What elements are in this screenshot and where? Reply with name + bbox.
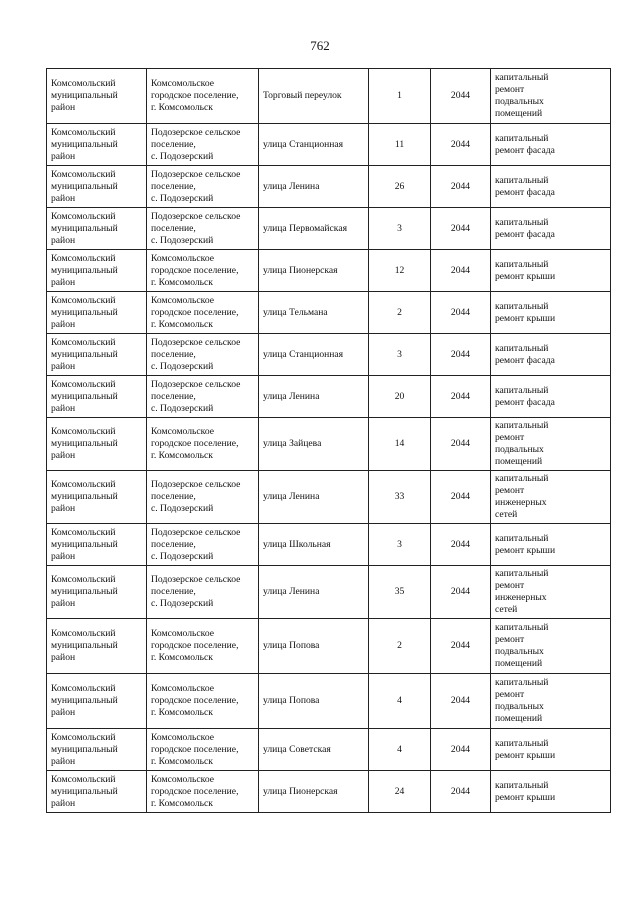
settlement-cell: Комсомольское городское поселение, г. Комсомольск xyxy=(147,674,259,729)
table-row xyxy=(47,124,611,166)
work-type-cell: капитальный ремонт подвальных помещений xyxy=(491,619,611,674)
settlement-cell: Комсомольское городское поселение, г. Комсомольск xyxy=(147,771,259,813)
district-cell: Комсомольский муниципальный район xyxy=(47,250,147,292)
settlement-cell: Подозерское сельское поселение, с. Подозерский xyxy=(147,166,259,208)
work-type-cell: капитальный ремонт фасада xyxy=(491,376,611,418)
house-number-cell: 11 xyxy=(369,124,431,166)
house-number-cell: 3 xyxy=(369,524,431,566)
page-number: 762 xyxy=(310,38,330,53)
street-cell: улица Пионерская xyxy=(259,771,369,813)
work-type-cell: капитальный ремонт фасада xyxy=(491,334,611,376)
work-type-cell: капитальный ремонт крыши xyxy=(491,729,611,771)
year-cell: 2044 xyxy=(431,208,491,250)
table-row xyxy=(47,674,611,729)
table-row xyxy=(47,292,611,334)
work-type-cell: капитальный ремонт фасада xyxy=(491,166,611,208)
work-type-cell: капитальный ремонт подвальных помещений xyxy=(491,674,611,729)
house-number-cell: 14 xyxy=(369,418,431,471)
year-cell: 2044 xyxy=(431,250,491,292)
work-type-cell: капитальный ремонт фасада xyxy=(491,208,611,250)
table-row xyxy=(47,619,611,674)
street-cell: улица Попова xyxy=(259,674,369,729)
house-number-cell: 4 xyxy=(369,674,431,729)
year-cell: 2044 xyxy=(431,292,491,334)
year-cell: 2044 xyxy=(431,334,491,376)
district-cell: Комсомольский муниципальный район xyxy=(47,566,147,619)
street-cell: улица Станционная xyxy=(259,124,369,166)
work-type-cell: капитальный ремонт подвальных помещений xyxy=(491,418,611,471)
street-cell: Торговый переулок xyxy=(259,69,369,124)
house-number-cell: 24 xyxy=(369,771,431,813)
settlement-cell: Подозерское сельское поселение, с. Подозерский xyxy=(147,124,259,166)
year-cell: 2044 xyxy=(431,166,491,208)
house-number-cell: 33 xyxy=(369,471,431,524)
year-cell: 2044 xyxy=(431,619,491,674)
table-row xyxy=(47,729,611,771)
year-cell: 2044 xyxy=(431,566,491,619)
settlement-cell: Подозерское сельское поселение, с. Подозерский xyxy=(147,566,259,619)
district-cell: Комсомольский муниципальный район xyxy=(47,674,147,729)
work-type-cell: капитальный ремонт крыши xyxy=(491,292,611,334)
work-type-cell: капитальный ремонт крыши xyxy=(491,524,611,566)
settlement-cell: Подозерское сельское поселение, с. Подозерский xyxy=(147,376,259,418)
table-row xyxy=(47,208,611,250)
work-type-cell: капитальный ремонт инженерных сетей xyxy=(491,471,611,524)
street-cell: улица Тельмана xyxy=(259,292,369,334)
house-number-cell: 26 xyxy=(369,166,431,208)
year-cell: 2044 xyxy=(431,674,491,729)
settlement-cell: Подозерское сельское поселение, с. Подозерский xyxy=(147,208,259,250)
work-type-cell: капитальный ремонт фасада xyxy=(491,124,611,166)
house-number-cell: 2 xyxy=(369,292,431,334)
district-cell: Комсомольский муниципальный район xyxy=(47,208,147,250)
district-cell: Комсомольский муниципальный район xyxy=(47,334,147,376)
street-cell: улица Первомайская xyxy=(259,208,369,250)
settlement-cell: Комсомольское городское поселение, г. Комсомольск xyxy=(147,729,259,771)
settlement-cell: Комсомольское городское поселение, г. Комсомольск xyxy=(147,418,259,471)
table-row xyxy=(47,566,611,619)
house-number-cell: 2 xyxy=(369,619,431,674)
settlement-cell: Подозерское сельское поселение, с. Подозерский xyxy=(147,524,259,566)
street-cell: улица Пионерская xyxy=(259,250,369,292)
year-cell: 2044 xyxy=(431,124,491,166)
street-cell: улица Попова xyxy=(259,619,369,674)
street-cell: улица Станционная xyxy=(259,334,369,376)
settlement-cell: Комсомольское городское поселение, г. Комсомольск xyxy=(147,250,259,292)
district-cell: Комсомольский муниципальный район xyxy=(47,729,147,771)
year-cell: 2044 xyxy=(431,471,491,524)
street-cell: улица Зайцева xyxy=(259,418,369,471)
house-number-cell: 4 xyxy=(369,729,431,771)
district-cell: Комсомольский муниципальный район xyxy=(47,418,147,471)
house-number-cell: 12 xyxy=(369,250,431,292)
street-cell: улица Ленина xyxy=(259,471,369,524)
district-cell: Комсомольский муниципальный район xyxy=(47,619,147,674)
table-row xyxy=(47,771,611,813)
table-row xyxy=(47,524,611,566)
work-type-cell: капитальный ремонт крыши xyxy=(491,250,611,292)
year-cell: 2044 xyxy=(431,376,491,418)
year-cell: 2044 xyxy=(431,771,491,813)
settlement-cell: Подозерское сельское поселение, с. Подозерский xyxy=(147,334,259,376)
table-row xyxy=(47,471,611,524)
work-type-cell: капитальный ремонт крыши xyxy=(491,771,611,813)
district-cell: Комсомольский муниципальный район xyxy=(47,69,147,124)
settlement-cell: Комсомольское городское поселение, г. Комсомольск xyxy=(147,292,259,334)
table-row xyxy=(47,69,611,124)
house-number-cell: 3 xyxy=(369,208,431,250)
district-cell: Комсомольский муниципальный район xyxy=(47,124,147,166)
district-cell: Комсомольский муниципальный район xyxy=(47,376,147,418)
table-row xyxy=(47,418,611,471)
year-cell: 2044 xyxy=(431,69,491,124)
house-number-cell: 1 xyxy=(369,69,431,124)
district-cell: Комсомольский муниципальный район xyxy=(47,166,147,208)
settlement-cell: Комсомольское городское поселение, г. Комсомольск xyxy=(147,69,259,124)
house-number-cell: 3 xyxy=(369,334,431,376)
district-cell: Комсомольский муниципальный район xyxy=(47,292,147,334)
year-cell: 2044 xyxy=(431,418,491,471)
settlement-cell: Комсомольское городское поселение, г. Комсомольск xyxy=(147,619,259,674)
table-row xyxy=(47,250,611,292)
year-cell: 2044 xyxy=(431,524,491,566)
work-type-cell: капитальный ремонт подвальных помещений xyxy=(491,69,611,124)
district-cell: Комсомольский муниципальный район xyxy=(47,524,147,566)
street-cell: улица Ленина xyxy=(259,166,369,208)
house-number-cell: 35 xyxy=(369,566,431,619)
street-cell: улица Ленина xyxy=(259,566,369,619)
house-number-cell: 20 xyxy=(369,376,431,418)
year-cell: 2044 xyxy=(431,729,491,771)
street-cell: улица Советская xyxy=(259,729,369,771)
table-row xyxy=(47,334,611,376)
district-cell: Комсомольский муниципальный район xyxy=(47,471,147,524)
table-row xyxy=(47,376,611,418)
table-row xyxy=(47,166,611,208)
work-type-cell: капитальный ремонт инженерных сетей xyxy=(491,566,611,619)
repair-schedule-table xyxy=(46,68,611,813)
settlement-cell: Подозерское сельское поселение, с. Подозерский xyxy=(147,471,259,524)
street-cell: улица Школьная xyxy=(259,524,369,566)
street-cell: улица Ленина xyxy=(259,376,369,418)
district-cell: Комсомольский муниципальный район xyxy=(47,771,147,813)
